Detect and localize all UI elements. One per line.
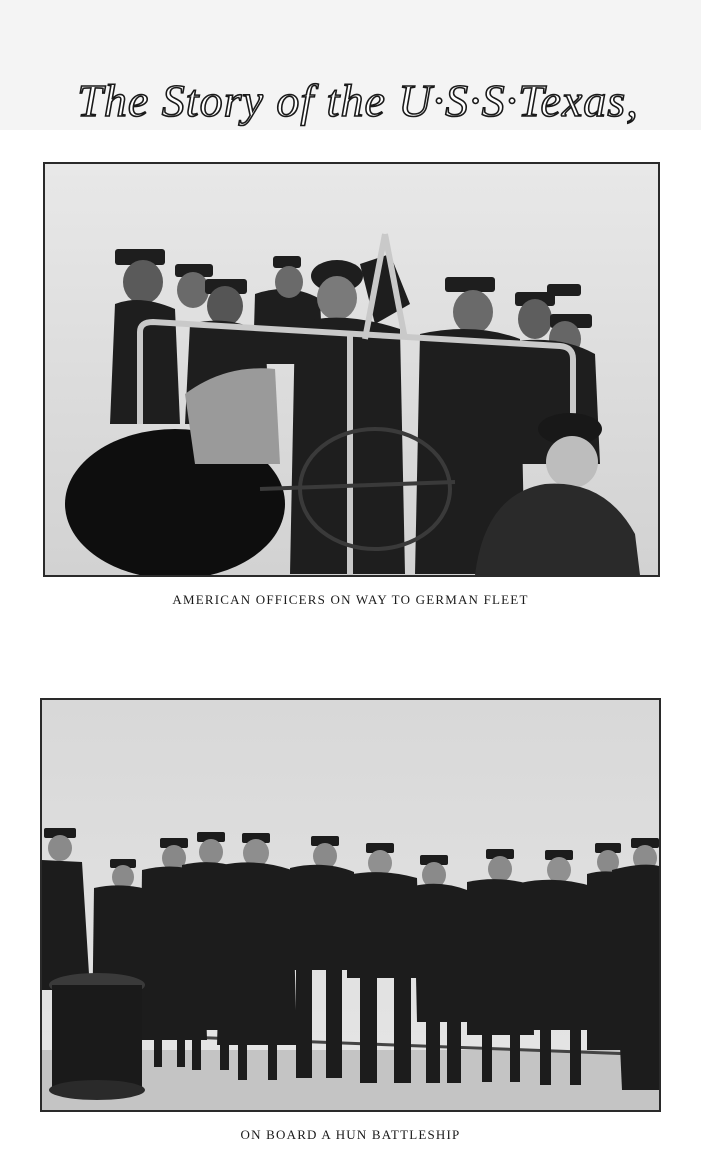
- photo-hun-battleship-image: [42, 700, 659, 1110]
- photo-caption-2: ON BOARD A HUN BATTLESHIP: [240, 1127, 461, 1142]
- title-lettering: [48, 68, 668, 138]
- photo-officers-launch-image: [45, 164, 658, 575]
- photo-caption-1: AMERICAN OFFICERS ON WAY TO GERMAN FLEET: [172, 592, 529, 607]
- title-text: The Story of the U·S·S·Texas,: [77, 75, 639, 126]
- photo-officers-launch: [43, 162, 660, 577]
- bollard: [49, 973, 145, 1100]
- photo-hun-battleship: [40, 698, 661, 1112]
- decorative-title: [48, 68, 668, 138]
